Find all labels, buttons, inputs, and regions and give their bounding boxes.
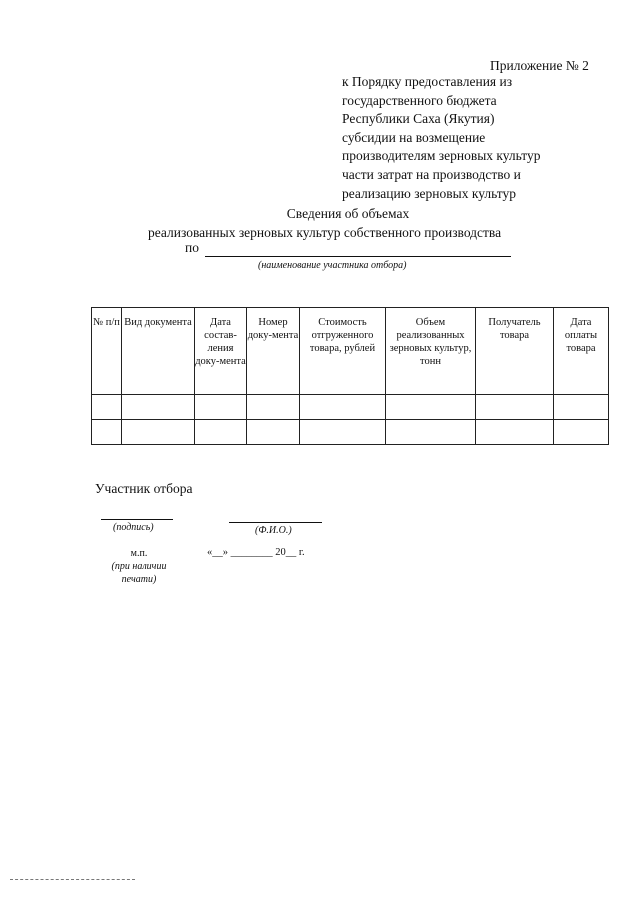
- seal-area: [100, 547, 178, 586]
- document-title: Сведения об объемах: [286, 206, 410, 221]
- participant-name-field[interactable]: [205, 256, 511, 257]
- appendix-line: части затрат на производство и: [342, 166, 521, 182]
- column-header-recipient: Получатель товара: [476, 308, 554, 395]
- table-cell[interactable]: [386, 395, 476, 420]
- appendix-line: государственного бюджета: [342, 92, 497, 108]
- table-cell[interactable]: [300, 395, 386, 420]
- column-header-volume: Объем реализованных зерновых культур, тонн: [386, 308, 476, 395]
- appendix-line: Республики Саха (Якутия): [342, 111, 495, 127]
- participant-name-caption: (наименование участника отбора): [258, 260, 407, 271]
- date-field[interactable]: «__» ________ 20__ г.: [207, 547, 305, 558]
- participant-prefix: по: [185, 240, 199, 255]
- signature-field[interactable]: [101, 519, 173, 520]
- table-cell[interactable]: [122, 395, 195, 420]
- column-header-number: № п/п: [92, 308, 122, 395]
- table-cell[interactable]: [300, 420, 386, 445]
- table-cell[interactable]: [247, 395, 300, 420]
- column-header-doc-date: Дата состав-ления доку-мента: [195, 308, 247, 395]
- sales-table: [91, 307, 609, 445]
- seal-note: (при наличии: [111, 561, 167, 572]
- full-name-caption: (Ф.И.О.): [255, 525, 292, 536]
- column-header-doc-number: Номер доку-мента: [247, 308, 300, 395]
- table-row: [92, 395, 609, 420]
- participant-label: Участник отбора: [95, 481, 193, 496]
- table-cell[interactable]: [122, 420, 195, 445]
- table-cell[interactable]: [476, 395, 554, 420]
- table-cell[interactable]: [386, 420, 476, 445]
- table-cell[interactable]: [554, 395, 609, 420]
- appendix-line: реализацию зерновых культур: [342, 185, 516, 201]
- seal-note: печати): [121, 574, 157, 585]
- column-header-cost: Стоимость отгруженного товара, рублей: [300, 308, 386, 395]
- full-name-field[interactable]: [229, 522, 322, 523]
- table-cell[interactable]: [92, 420, 122, 445]
- table-cell[interactable]: [195, 395, 247, 420]
- table-cell[interactable]: [92, 395, 122, 420]
- signature-caption: (подпись): [113, 522, 154, 533]
- column-header-doc-type: Вид документа: [122, 308, 195, 395]
- appendix-title: Приложение № 2: [490, 58, 589, 73]
- table-cell[interactable]: [195, 420, 247, 445]
- table-cell[interactable]: [247, 420, 300, 445]
- appendix-reference: [342, 73, 592, 203]
- appendix-line: субсидии на возмещение: [342, 129, 486, 145]
- appendix-line: производителям зерновых культур: [342, 148, 541, 164]
- table-row: [92, 420, 609, 445]
- table-header-row: [92, 308, 609, 395]
- appendix-line: к Порядку предоставления из: [342, 74, 513, 89]
- column-header-payment-date: Дата оплаты товара: [554, 308, 609, 395]
- seal-label: м.п.: [130, 548, 148, 559]
- table-cell[interactable]: [554, 420, 609, 445]
- footer-divider: [10, 879, 135, 880]
- document-subtitle: реализованных зерновых культур собственного производства: [148, 225, 502, 240]
- table-cell[interactable]: [476, 420, 554, 445]
